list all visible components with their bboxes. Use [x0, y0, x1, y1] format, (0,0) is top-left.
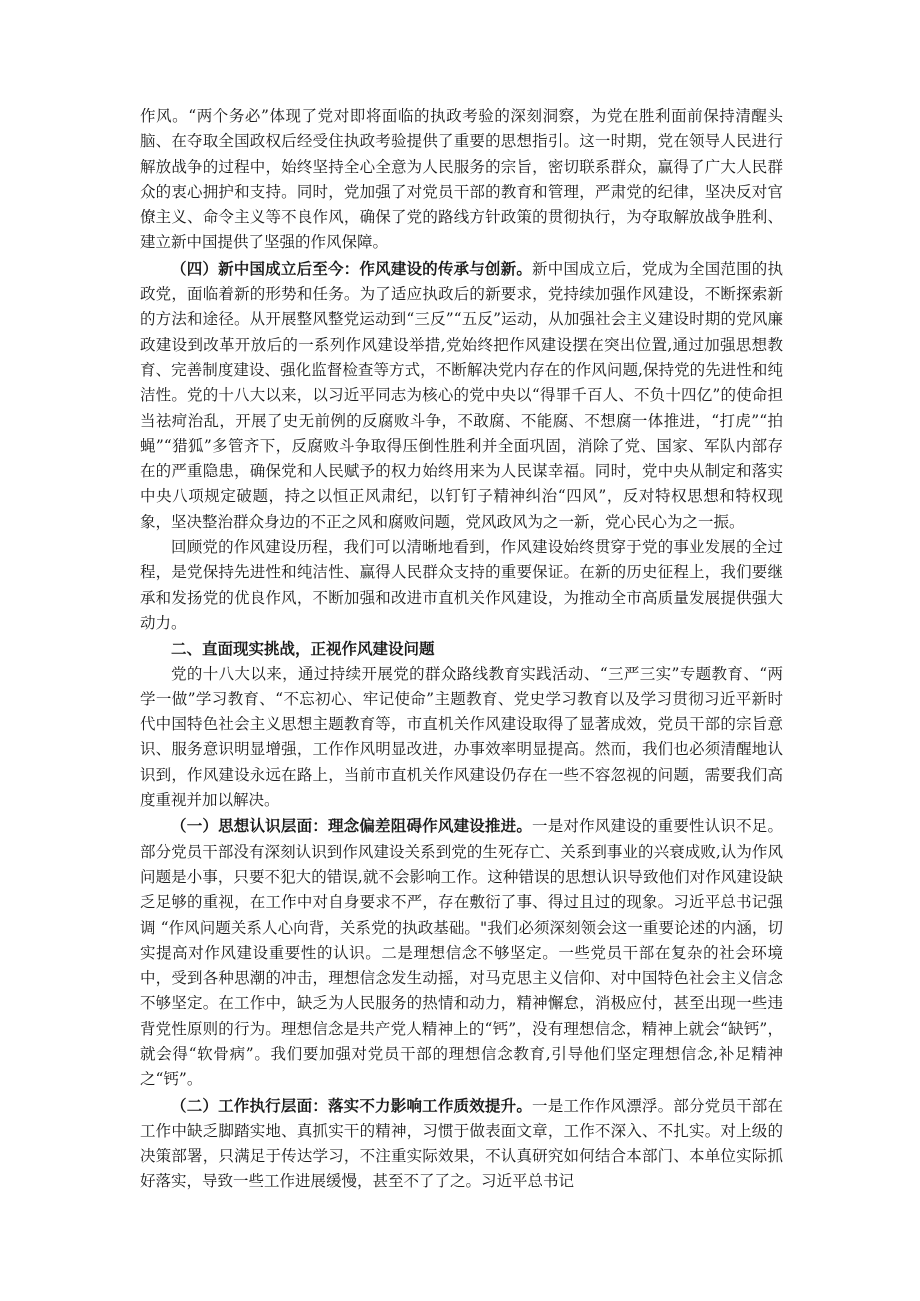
ideology-level-heading: （一）思想认识层面：理念偏差阻碍作风建设推进。	[171, 816, 533, 836]
section-four-body: 新中国成立后，党成为全国范围的执政党，面临着新的形势和任务。为了适应执政后的新要求，党持续加强作风建设，不断探索新的方法和途径。从开展整风整党运动到“三反”“五反”运动，从加强社会主义建设时期的党风廉政建设到改革开放后的一系列作风建设举措,党始终把作风建设摆在突出位置,通过加强思想教育、完善制度建设、强化监督检查等方式，不断解决党内存在的作风问题,保持党的先进性和纯洁性。党的十八大以来，以习近平同志为核心的党中央以“得罪千百人、不负十四亿”的使命担当祛疴治乱，开展了史无前例的反腐败斗争，不敢腐、不能腐、不想腐一体推进，“打虎”“拍蝇”“猎狐”多管齐下，反腐败斗争取得压倒性胜利并全面巩固，消除了党、国家、军队内部存在的严重隐患，确保党和人民赋予的权力始终用来为人民谋幸福。同时，党中央从制定和落实中央八项规定破题，持之以恒正风肃纪，以钉钉子精神纠治“四风”，反对特权思想和特权现象，坚决整治群众身边的不正之风和腐败问题，党风政风为之一新，党心民心为之一振。	[140, 259, 783, 531]
paragraph-eighteenth-congress: 党的十八大以来，通过持续开展党的群众路线教育实践活动、“三严三实”专题教育、“两学一做”学习教育、“不忘初心、牢记使命”主题教育、党史学习教育以及学习贯彻习近平新时代中国特色社会主义思想主题教育等，市直机关作风建设取得了显著成效，党员干部的宗旨意识、服务意识明显增强，工作作风明显改进，办事效率明显提高。然而，我们也必须清醒地认识到，作风建设永远在路上，当前市直机关作风建设仍存在一些不容忽视的问题，需要我们高度重视并加以解决。	[140, 664, 783, 810]
section-four-heading: （四）新中国成立后至今：作风建设的传承与创新。	[171, 258, 533, 278]
paragraph-ideology-level	[140, 813, 783, 1092]
paragraph-section-four	[140, 256, 783, 535]
execution-level-body: 一是工作作风漂浮。部分党员干部在工作中缺乏脚踏实地、真抓实干的精神，习惯于做表面文章，工作不深入、不扎实。对上级的决策部署，只满足于传达学习，不注重实际效果，不认真研究如何结合本部门、本单位实际抓好落实，导致一些工作进展缓慢，甚至不了了之。习近平总书记	[140, 1096, 783, 1191]
ideology-level-body: 一是对作风建设的重要性认识不足。部分党员干部没有深刻认识到作风建设关系到党的生死存亡、关系到事业的兴衰成败,认为作风问题是小事，只要不犯大的错误,就不会影响工作。这种错误的思想认识导致他们对作风建设缺乏足够的重视，在工作中对自身要求不严，存在敷衍了事、得过且过的现象。习近平总书记强调 “作风问题关系人心向背，关系党的执政基础。"我们必须深刻领会这一重要论述的内涵，切实提高对作风建设重要性的认识。二是理想信念不够坚定。一些党员干部在复杂的社会环境中，受到各种思潮的冲击，理想信念发生动摇，对马克思主义信仰、对中国特色社会主义信念不够坚定。在工作中，缺乏为人民服务的热情和动力，精神懈怠，消极应付，甚至出现一些违背党性原则的行为。理想信念是共产党人精神上的“钙”，没有理想信念，精神上就会“缺钙”，就会得“软骨病”。我们要加强对党员干部的理想信念教育,引导他们坚定理想信念,补足精神之“钙”。	[140, 817, 783, 1089]
execution-level-heading: （二）工作执行层面：落实不力影响工作质效提升。	[171, 1095, 533, 1115]
paragraph-review: 回顾党的作风建设历程，我们可以清晰地看到，作风建设始终贯穿于党的事业发展的全过程，是党保持先进性和纯洁性、赢得人民群众支持的重要保证。在新的历史征程上，我们要继承和发扬党的优良作风，不断加强和改进市直机关作风建设，为推动全市高质量发展提供强大动力。	[140, 538, 783, 632]
chapter-two-heading: 二、直面现实挑战，正视作风建设问题	[171, 639, 435, 659]
paragraph-continuation: 作风。“两个务必”体现了党对即将面临的执政考验的深刻洞察，为党在胜利面前保持清醒头脑、在夺取全国政权后经受住执政考验提供了重要的思想指引。这一时期，党在领导人民进行解放战争的过程中，始终坚持全心全意为人民服务的宗旨，密切联系群众，赢得了广大人民群众的衷心拥护和支持。同时，党加强了对党员干部的教育和管理，严肃党的纪律，坚决反对官僚主义、命令主义等不良作风，确保了党的路线方针政策的贯彻执行，为夺取解放战争胜利、建立新中国提供了坚强的作风保障。	[140, 107, 783, 252]
document-body	[140, 104, 783, 1195]
paragraph-execution-level	[140, 1093, 783, 1195]
